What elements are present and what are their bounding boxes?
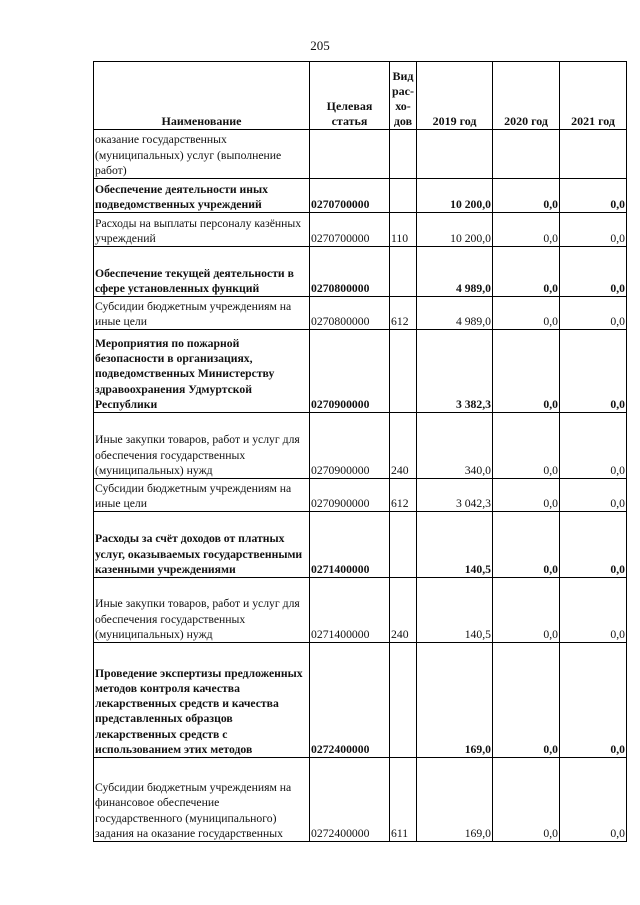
table-row-section (94, 179, 627, 213)
cell-2020 (493, 130, 560, 179)
cell-name: Расходы на выплаты персоналу казённых учреждений (94, 213, 310, 247)
cell-2021: 0,0 (560, 247, 627, 297)
cell-2021: 0,0 (560, 330, 627, 413)
cell-target-article (310, 130, 390, 179)
cell-2020: 0,0 (493, 297, 560, 330)
cell-name: Расходы за счёт доходов от платных услуг, оказываемых государственными казенными учреждениями (94, 512, 310, 578)
cell-name: Иные закупки товаров, работ и услуг для обеспечения государственных (муниципальных) нужд (94, 413, 310, 479)
cell-2019: 340,0 (417, 413, 493, 479)
cell-2020: 0,0 (493, 213, 560, 247)
cell-2019: 140,5 (417, 512, 493, 578)
cell-target-article: 0270800000 (310, 247, 390, 297)
cell-name: Мероприятия по пожарной безопасности в организациях, подведомственных Министерству здравоохранения Удмуртской Республики (94, 330, 310, 413)
cell-2019 (417, 130, 493, 179)
cell-name: Субсидии бюджетным учреждениям на иные цели (94, 297, 310, 330)
cell-2020: 0,0 (493, 479, 560, 512)
cell-expense-type (390, 247, 417, 297)
page-number: 205 (310, 38, 330, 53)
cell-2021: 0,0 (560, 578, 627, 643)
cell-2021 (560, 130, 627, 179)
cell-2021: 0,0 (560, 297, 627, 330)
cell-2021: 0,0 (560, 758, 627, 842)
table-row-section (94, 330, 627, 413)
cell-2019: 140,5 (417, 578, 493, 643)
cell-expense-type (390, 130, 417, 179)
cell-2020: 0,0 (493, 413, 560, 479)
cell-target-article: 0270900000 (310, 479, 390, 512)
cell-expense-type (390, 330, 417, 413)
cell-2020: 0,0 (493, 578, 560, 643)
cell-2021: 0,0 (560, 643, 627, 758)
header-2019: 2019 год (417, 62, 493, 130)
table-row-section (94, 247, 627, 297)
cell-target-article: 0271400000 (310, 512, 390, 578)
cell-name: Субсидии бюджетным учреждениям на финансовое обеспечение государственного (муниципального) задания на оказание государственных (94, 758, 310, 842)
table-row-section (94, 643, 627, 758)
table-row (94, 413, 627, 479)
cell-2020: 0,0 (493, 179, 560, 213)
cell-2021: 0,0 (560, 479, 627, 512)
table-row (94, 297, 627, 330)
table-row (94, 578, 627, 643)
cell-expense-type: 240 (390, 413, 417, 479)
cell-name: Обеспечение текущей деятельности в сфере установленных функций (94, 247, 310, 297)
cell-2021: 0,0 (560, 413, 627, 479)
header-2020: 2020 год (493, 62, 560, 130)
cell-target-article: 0272400000 (310, 758, 390, 842)
cell-name: Проведение экспертизы предложенных методов контроля качества лекарственных средств и качества представленных образцов лекарственных средств с использованием этих методов (94, 643, 310, 758)
cell-2021: 0,0 (560, 213, 627, 247)
cell-target-article: 0270800000 (310, 297, 390, 330)
header-2021: 2021 год (560, 62, 627, 130)
cell-expense-type (390, 643, 417, 758)
cell-2020: 0,0 (493, 643, 560, 758)
table-row (94, 213, 627, 247)
cell-expense-type: 611 (390, 758, 417, 842)
cell-2021: 0,0 (560, 179, 627, 213)
cell-expense-type: 240 (390, 578, 417, 643)
budget-table (93, 61, 627, 842)
cell-2019: 10 200,0 (417, 213, 493, 247)
cell-target-article: 0270900000 (310, 413, 390, 479)
cell-expense-type (390, 512, 417, 578)
cell-2020: 0,0 (493, 330, 560, 413)
header-code: Целевая статья (310, 62, 390, 130)
cell-2019: 3 382,3 (417, 330, 493, 413)
table-row (94, 130, 627, 179)
cell-2021: 0,0 (560, 512, 627, 578)
cell-2020: 0,0 (493, 247, 560, 297)
cell-2020: 0,0 (493, 512, 560, 578)
cell-target-article: 0270700000 (310, 179, 390, 213)
cell-2019: 4 989,0 (417, 297, 493, 330)
table-row (94, 758, 627, 842)
cell-2019: 4 989,0 (417, 247, 493, 297)
cell-expense-type: 612 (390, 479, 417, 512)
cell-target-article: 0270700000 (310, 213, 390, 247)
cell-expense-type (390, 179, 417, 213)
cell-target-article: 0270900000 (310, 330, 390, 413)
cell-name: Иные закупки товаров, работ и услуг для обеспечения государственных (муниципальных) нужд (94, 578, 310, 643)
header-row (94, 62, 627, 130)
cell-2019: 3 042,3 (417, 479, 493, 512)
table-row-section (94, 512, 627, 578)
cell-name: Обеспечение деятельности иных подведомственных учреждений (94, 179, 310, 213)
header-name: Наименование (94, 62, 310, 130)
cell-target-article: 0272400000 (310, 643, 390, 758)
cell-target-article: 0271400000 (310, 578, 390, 643)
cell-2019: 169,0 (417, 643, 493, 758)
cell-2019: 10 200,0 (417, 179, 493, 213)
cell-expense-type: 110 (390, 213, 417, 247)
cell-name: оказание государственных (муниципальных) услуг (выполнение работ) (94, 130, 310, 179)
header-kind: Вид рас-хо-дов (390, 62, 417, 130)
cell-2020: 0,0 (493, 758, 560, 842)
cell-2019: 169,0 (417, 758, 493, 842)
cell-expense-type: 612 (390, 297, 417, 330)
table-row (94, 479, 627, 512)
cell-name: Субсидии бюджетным учреждениям на иные цели (94, 479, 310, 512)
